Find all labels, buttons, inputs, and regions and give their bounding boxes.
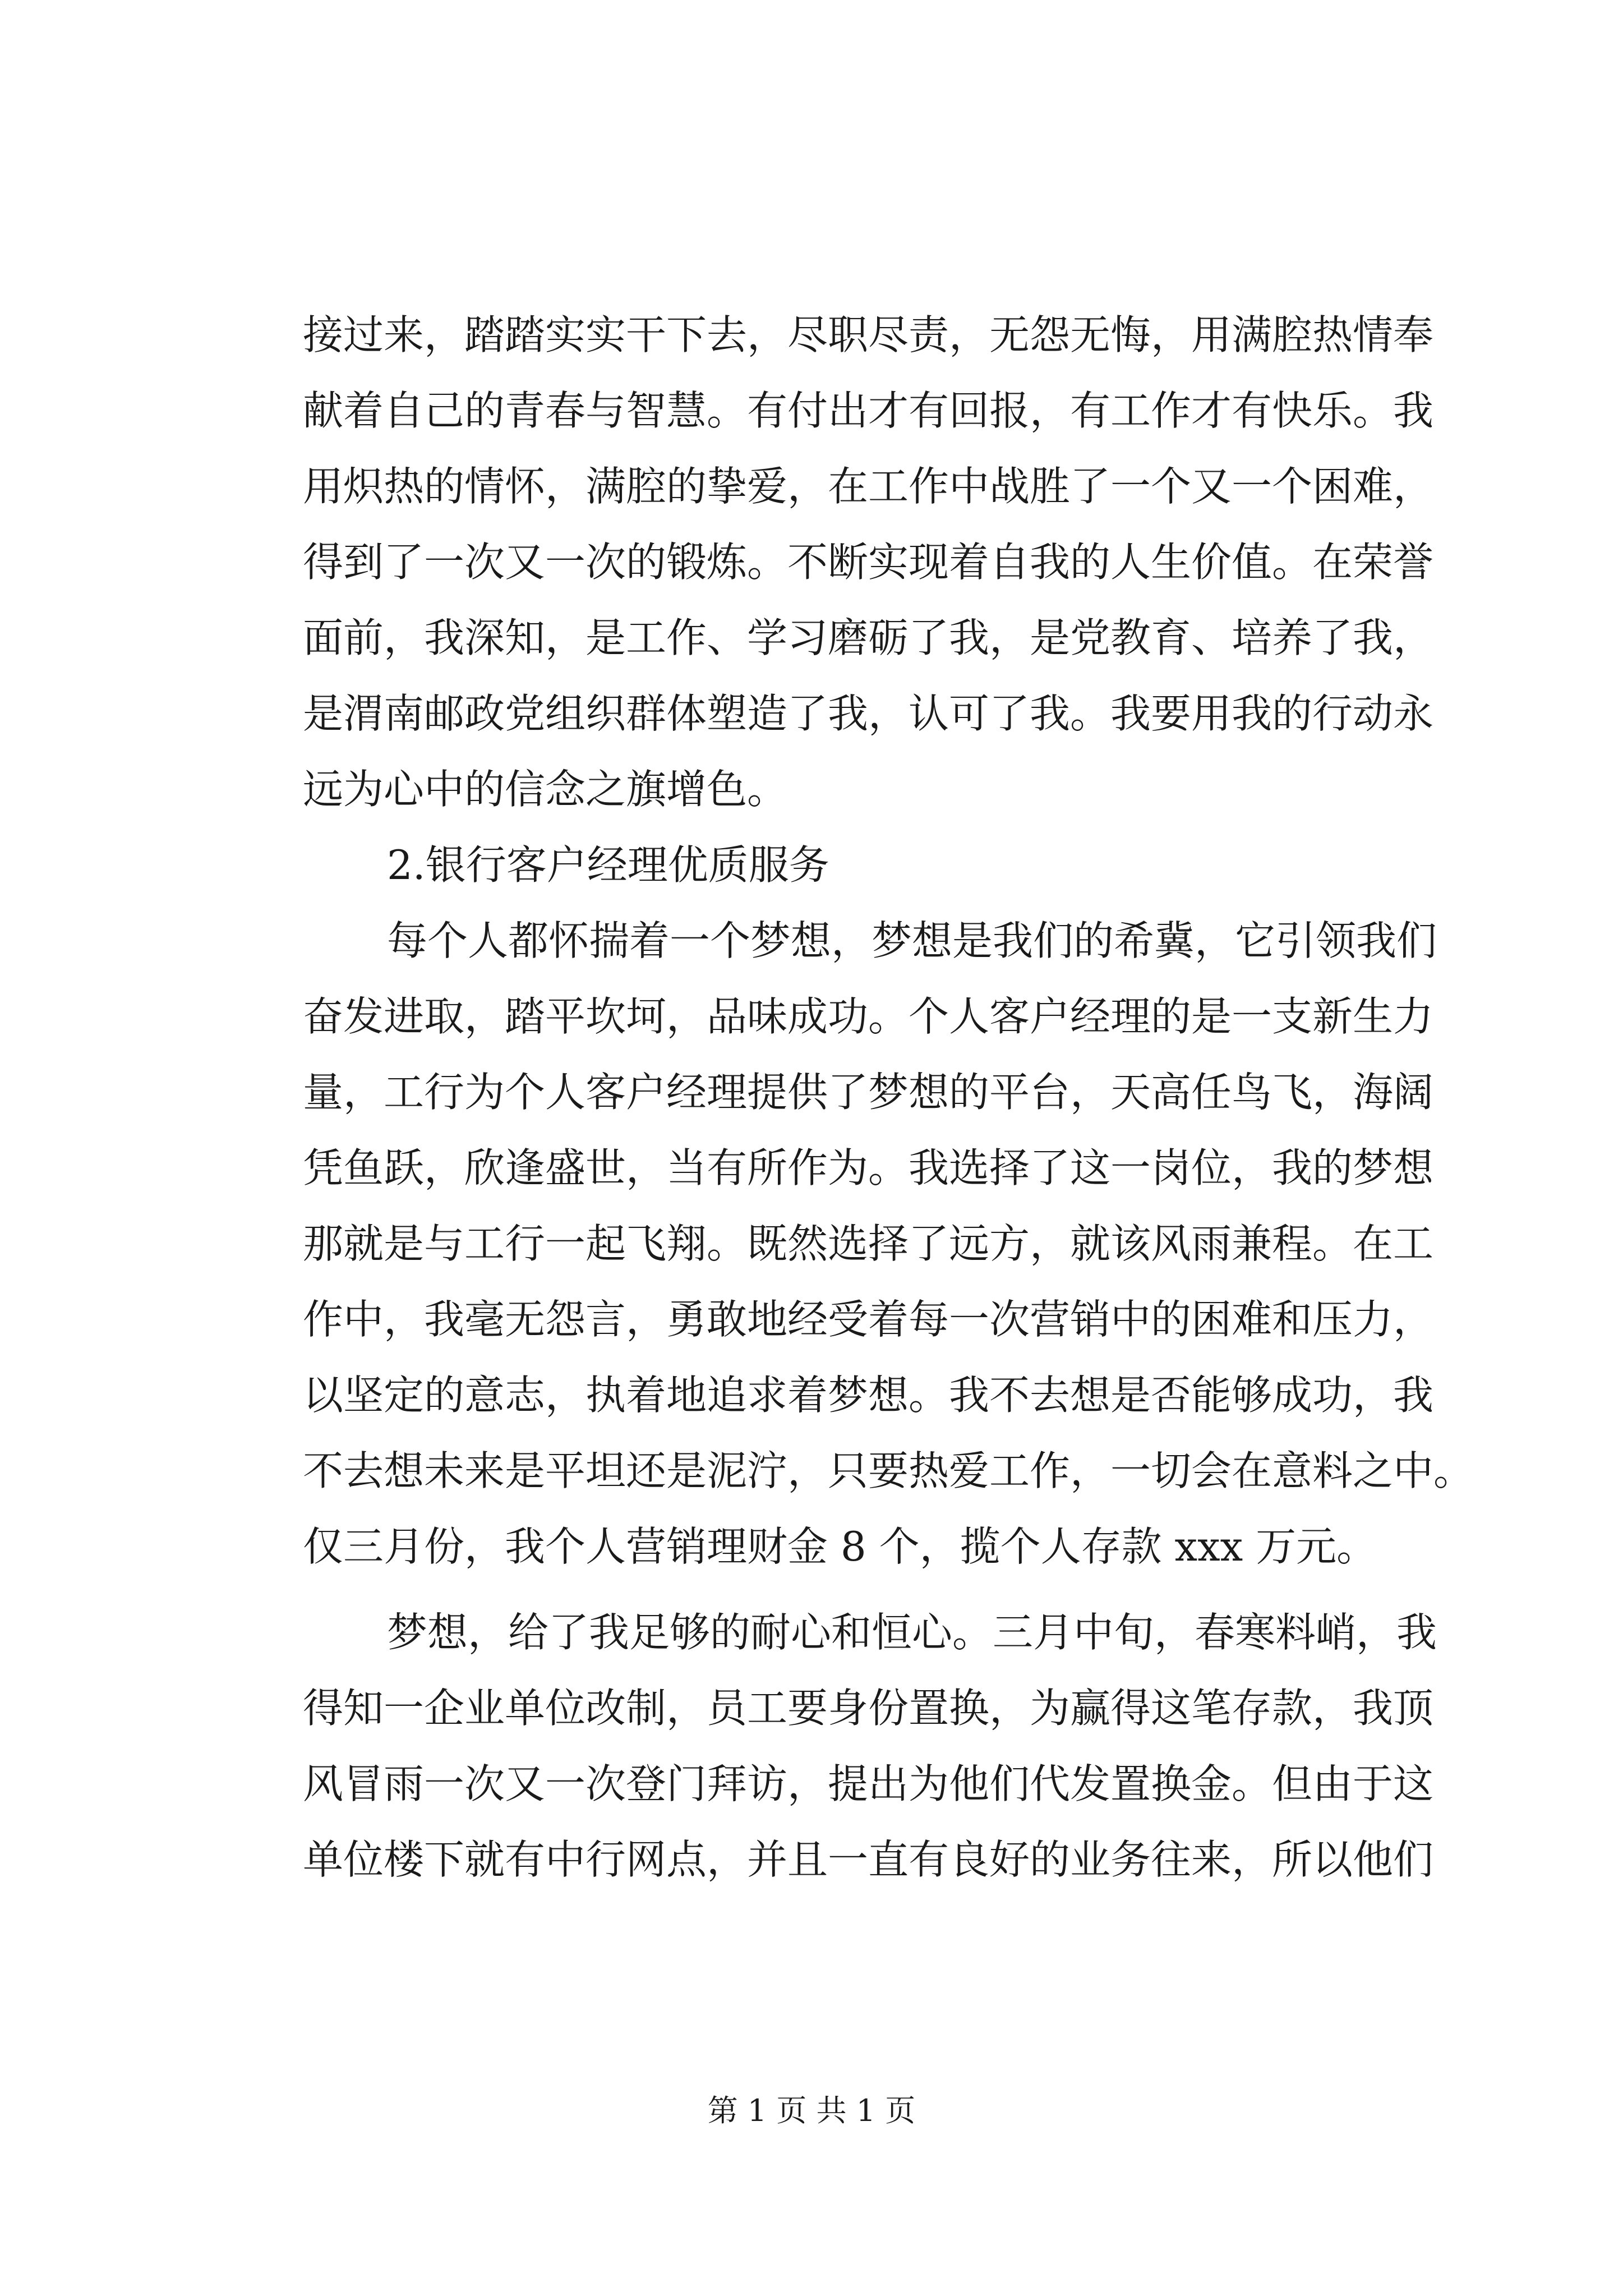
text-line: 远为心中的信念之旗增色。 xyxy=(303,766,788,813)
text-line: 接过来，踏踏实实干下去，尽职尽责，无怨无悔，用满腔热情奉 xyxy=(303,311,1434,358)
text-line: 得到了一次又一次的锻炼。不断实现着自我的人生价值。在荣誉 xyxy=(303,539,1434,586)
text-line: 用炽热的情怀，满腔的挚爱，在工作中战胜了一个又一个困难， xyxy=(303,463,1434,510)
text-line: 得知一企业单位改制，员工要身份置换，为赢得这笔存款，我顶 xyxy=(303,1685,1434,1732)
text-line: 面前，我深知，是工作、学习磨砺了我，是党教育、培养了我， xyxy=(303,614,1434,661)
text-line: 那就是与工行一起飞翔。既然选择了远方，就该风雨兼程。在工 xyxy=(303,1220,1434,1267)
page-number-label: 第 1 页 共 1 页 xyxy=(707,2093,916,2128)
text-line: 不去想未来是平坦还是泥泞，只要热爱工作，一切会在意料之中。 xyxy=(303,1447,1474,1494)
text-line: 献着自己的青春与智慧。有付出才有回报，有工作才有快乐。我 xyxy=(303,387,1434,434)
text-line: 以坚定的意志，执着地追求着梦想。我不去想是否能够成功，我 xyxy=(303,1372,1434,1419)
text-line: 仅三月份，我个人营销理财金 8 个，揽个人存款 xxx 万元。 xyxy=(303,1523,1377,1570)
text-line: 每个人都怀揣着一个梦想，梦想是我们的希冀，它引领我们 xyxy=(387,917,1437,964)
page-footer xyxy=(0,2087,1623,2130)
text-line: 作中，我毫无怨言，勇敢地经受着每一次营销中的困难和压力， xyxy=(303,1296,1434,1343)
text-line: 凭鱼跃，欣逢盛世，当有所作为。我选择了这一岗位，我的梦想 xyxy=(303,1144,1434,1191)
document-body xyxy=(303,297,1474,1898)
text-line: 单位楼下就有中行网点，并且一直有良好的业务往来，所以他们 xyxy=(303,1836,1434,1883)
text-line: 是渭南邮政党组织群体塑造了我，认可了我。我要用我的行动永 xyxy=(303,690,1434,737)
text-line: 风冒雨一次又一次登门拜访，提出为他们代发置换金。但由于这 xyxy=(303,1760,1434,1807)
text-line: 量，工行为个人客户经理提供了梦想的平台，天高任鸟飞，海阔 xyxy=(303,1069,1434,1116)
section-heading: 2.银行客户经理优质服务 xyxy=(387,841,829,889)
text-line: 梦想，给了我足够的耐心和恒心。三月中旬，春寒料峭，我 xyxy=(387,1609,1437,1656)
text-line: 奋发进取，踏平坎坷，品味成功。个人客户经理的是一支新生力 xyxy=(303,993,1434,1040)
